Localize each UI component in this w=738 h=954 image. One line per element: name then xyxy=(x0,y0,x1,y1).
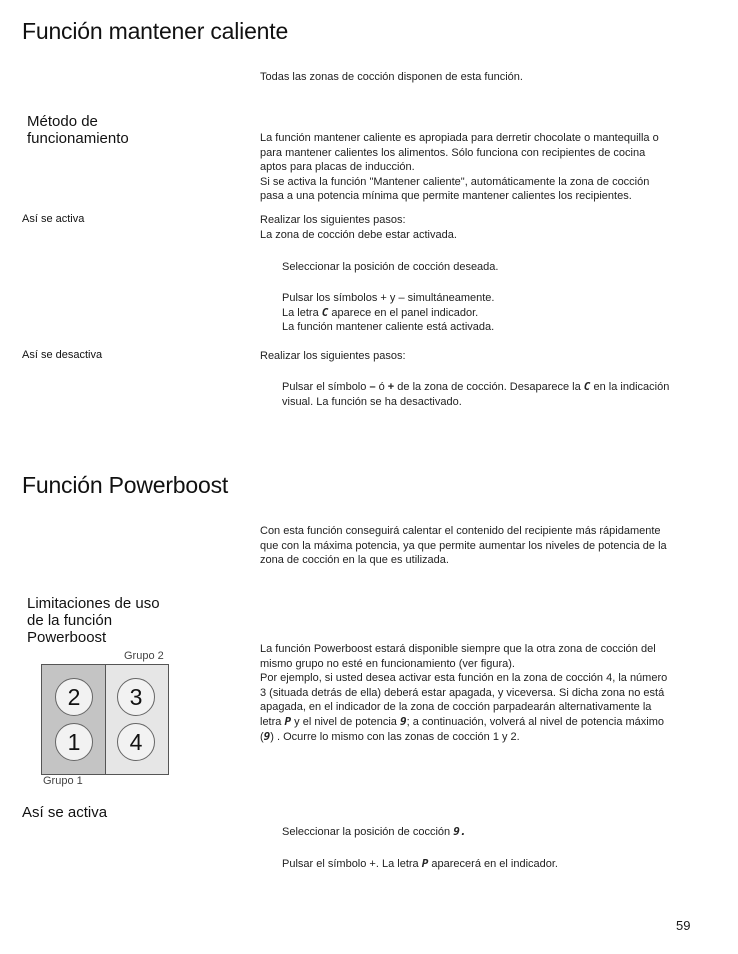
limits-line: Por ejemplo, si usted desea activar esta función en la zona de cocción 4, la número xyxy=(260,672,668,685)
method-line: Si se activa la función "Mantener caliente", automáticamente la zona de cocción xyxy=(260,175,650,188)
intro-line: zona de cocción en la que es utilizada. xyxy=(260,554,449,567)
limits-line xyxy=(260,730,667,745)
intro-line: Con esta función conseguirá calentar el contenido del recipiente más rápidamente xyxy=(260,525,661,537)
limits-line: mismo grupo no esté en funcionamiento (ver figura). xyxy=(260,657,515,670)
deactivate-intro: Realizar los siguientes pasos: xyxy=(260,350,406,362)
method-heading xyxy=(27,113,129,147)
limits-line: 3 (situada detrás de ella) deberá estar apagada, y viceversa. Si dicha zona no está xyxy=(260,686,665,699)
deactivate-heading: Así se desactiva xyxy=(22,349,103,361)
page-number: 59 xyxy=(676,918,691,933)
display-p-symbol: P xyxy=(284,714,292,728)
cooking-zone-4: 4 xyxy=(117,723,155,761)
deactivate-step xyxy=(282,380,669,409)
powerboost-step-1 xyxy=(282,825,466,840)
text: letra xyxy=(260,715,285,728)
powerboost-activate-heading: Así se activa xyxy=(22,804,108,821)
activate-step-2-line3: La función mantener caliente está activada. xyxy=(282,321,495,334)
limits-line xyxy=(260,715,667,730)
method-paragraph xyxy=(260,131,659,204)
text: aparecerá en el indicador. xyxy=(428,858,558,870)
display-9-symbol: 9 xyxy=(399,714,407,728)
activate-step-2-line2 xyxy=(282,306,494,321)
text: ) . Ocurre lo mismo con las zonas de cocción 1 y 2. xyxy=(270,730,520,743)
limits-heading-line: Limitaciones de uso xyxy=(27,595,160,612)
activate-intro xyxy=(260,213,457,242)
method-line: La función mantener caliente es apropiada para derretir chocolate o mantequilla o xyxy=(260,132,659,144)
group-1-label: Grupo 1 xyxy=(43,775,83,787)
text: Seleccionar la posición de cocción xyxy=(282,826,454,838)
display-c-symbol: C xyxy=(583,380,591,393)
text: Pulsar el símbolo xyxy=(282,381,370,393)
text: Pulsar el símbolo +. La letra xyxy=(282,858,422,870)
activate-step-1: Seleccionar la posición de cocción deseada. xyxy=(282,261,499,273)
method-line: pasa a una potencia mínima que permite mantener calientes los recipientes. xyxy=(260,190,632,203)
keep-warm-intro: Todas las zonas de cocción disponen de esta función. xyxy=(260,71,523,83)
section-title-keep-warm: Función mantener caliente xyxy=(22,18,289,44)
cooking-zone-1: 1 xyxy=(55,723,93,761)
activate-step-2 xyxy=(282,291,494,335)
cooking-zone-2: 2 xyxy=(55,678,93,716)
display-9-symbol: 9. xyxy=(453,825,467,838)
text: en la indicación xyxy=(590,381,670,393)
text: de la zona de cocción. Desaparece la xyxy=(394,381,584,393)
display-p-symbol: P xyxy=(421,857,429,870)
method-heading-line1: Método de xyxy=(27,113,98,130)
text: La letra xyxy=(282,306,322,319)
method-line: para mantener calientes los alimentos. Sólo funciona con recipientes de cocina xyxy=(260,146,646,159)
text: y el nivel de potencia xyxy=(291,715,400,728)
limits-paragraph xyxy=(260,642,667,744)
display-c-symbol: C xyxy=(321,305,329,319)
text: ; a continuación, volverá al nivel de potencia máximo xyxy=(406,715,664,728)
limits-heading-line: de la función xyxy=(27,612,113,629)
limits-heading-line: Powerboost xyxy=(27,629,107,646)
display-9-symbol: 9 xyxy=(263,729,271,743)
intro-line: que con la máxima potencia, ya que permite aumentar los niveles de potencia de la xyxy=(260,539,667,552)
limits-heading xyxy=(27,595,160,646)
text: aparece en el panel indicador. xyxy=(328,306,479,319)
group-2-label: Grupo 2 xyxy=(124,650,164,662)
activate-step-2-line1: Pulsar los símbolos + y – simultáneamente. xyxy=(282,292,495,304)
deactivate-step-line1 xyxy=(282,380,669,395)
limits-line: La función Powerboost estará disponible siempre que la otra zona de cocción del xyxy=(260,643,656,655)
powerboost-intro xyxy=(260,524,667,568)
section-title-powerboost: Función Powerboost xyxy=(22,472,229,498)
text: ( xyxy=(260,730,264,743)
text: ó xyxy=(375,381,388,393)
activate-line: Realizar los siguientes pasos: xyxy=(260,214,406,226)
cooktop-diagram xyxy=(41,664,169,775)
limits-line: apagada, en el indicador de la zona de cocción parpadearán alternativamente la xyxy=(260,701,652,714)
method-heading-line2: funcionamiento xyxy=(27,130,129,147)
method-line: aptos para placas de inducción. xyxy=(260,161,415,174)
activate-heading: Así se activa xyxy=(22,213,85,225)
cooking-zone-3: 3 xyxy=(117,678,155,716)
activate-line: La zona de cocción debe estar activada. xyxy=(260,228,457,241)
plus-symbol: + xyxy=(387,381,395,393)
minus-symbol: – xyxy=(369,381,376,393)
powerboost-step-2 xyxy=(282,857,558,872)
deactivate-step-line2: visual. La función se ha desactivado. xyxy=(282,395,462,408)
